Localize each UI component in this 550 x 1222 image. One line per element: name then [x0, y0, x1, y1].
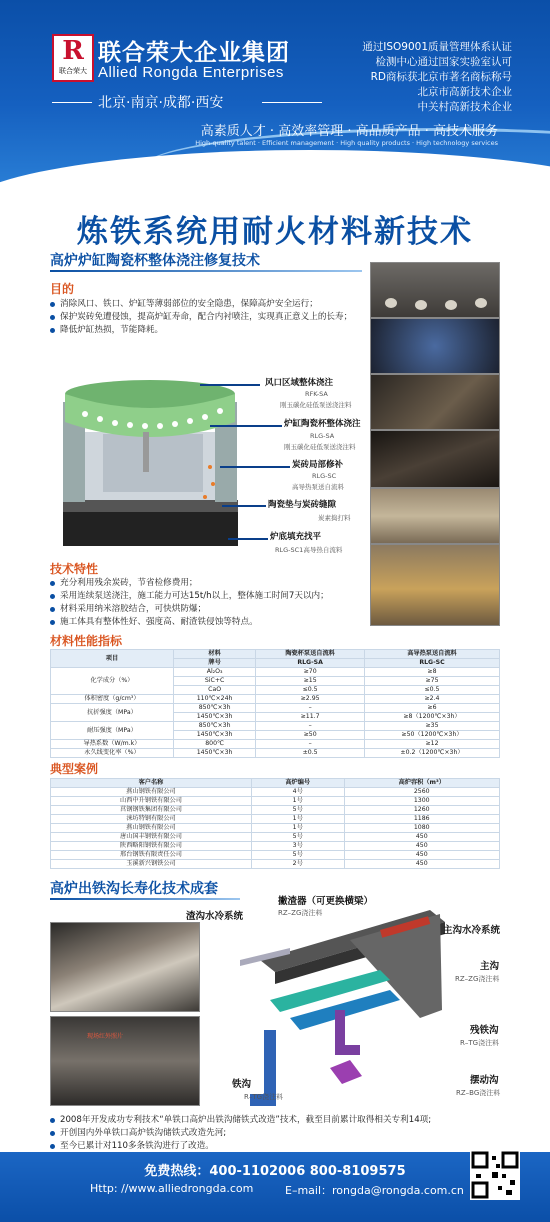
cases-heading: 典型案例 [50, 762, 99, 776]
list-item: 降低炉缸热损，节能降耗。 [50, 324, 355, 337]
table-row: 1450℃×3h ≥11.7 ≥8（1200℃×3h） [51, 713, 500, 722]
table-row: 陕西略阳钢铁有限公司 3号 450 [51, 842, 500, 851]
table-row: 牌号 RLG-SA RLG-SC [51, 659, 500, 668]
table-row: 涞坊特钢有限公司 1号 1186 [51, 815, 500, 824]
construction-photo [370, 374, 500, 430]
table-row: 导热系数（W/m.k） 800℃ – ≥12 [51, 740, 500, 749]
table-row: 体积密度（g/cm³） 110℃×24h ≥2.95 ≥2.4 [51, 695, 500, 704]
furnace-label: 炭砖局部修补 [292, 460, 344, 470]
table-row: 永久线变化率（%） 1450℃×3h ±0.5 ±0.2（1200℃×3h） [51, 749, 500, 758]
table-row: 化学成分（%） Al₂O₃ ≥70 ≥8 [51, 668, 500, 677]
section-title: 高炉炉缸陶瓷杯整体浇注修复技术 [50, 253, 260, 269]
table-row: 玉溪新兴钢铁公司 2号 450 [51, 860, 500, 869]
table-row: 客户名称 高炉编号 高炉容积（m³） [51, 779, 500, 788]
tapping-channel-illustration [230, 900, 450, 1110]
channel-label: 铁沟 [232, 1079, 252, 1090]
table-row: 莒钢钢铁集团有限公司 5号 1260 [51, 806, 500, 815]
qr-code-icon [470, 1150, 520, 1200]
company-values: 高素质人才 · 高效率管理 · 高品质产品 · 高技术服务 [200, 124, 498, 139]
features-list [50, 577, 368, 629]
table-row: SiC+C ≥15 ≥75 [51, 677, 500, 686]
website-link[interactable]: Http: //www.alliedrongda.com [90, 1182, 254, 1195]
channel-label: 主沟 [480, 961, 500, 972]
channel-label: 摆动沟 [470, 1075, 499, 1086]
list-item: 消除风口、铁口、炉缸等薄弱部位的安全隐患，保障高炉安全运行； [50, 298, 355, 311]
purpose-list [50, 298, 355, 337]
infrared-photo: 现场红外照片 [50, 1016, 200, 1106]
construction-photo [370, 488, 500, 544]
table-row: 耐压强度（MPa） 850℃×3h – ≥35 [51, 722, 500, 731]
list-item: 施工体具有整体性好、强度高、耐渣铁侵蚀等特点。 [50, 616, 368, 629]
company-name-en: Allied Rongda Enterprises [98, 64, 284, 81]
divider [262, 102, 322, 103]
table-row: 唐山国丰钢铁有限公司 5号 450 [51, 833, 500, 842]
list-item: 开创国内外单铁口高炉铁沟储铁式改造先河; [50, 1127, 510, 1140]
furnace-label: 炉缸陶瓷杯整体浇注 [284, 419, 361, 429]
hotline: 免费热线：400-1102006 800-8109575 [144, 1164, 406, 1179]
furnace-illustration [55, 372, 245, 552]
section-title: 高炉出铁沟长寿化技术成套 [50, 881, 218, 897]
table-row: 抗折强度（MPa） 850℃×3h – ≥6 [51, 704, 500, 713]
channel-label: 主沟水冷系统 [443, 925, 501, 936]
list-item: 充分利用残余炭砖，节省检修费用； [50, 577, 368, 590]
features-heading: 技术特性 [50, 562, 99, 576]
company-values-en: High-quality talent · Efficient management · High quality products · High technology services [195, 139, 498, 147]
city-list: 北京·南京·成都·西安 [98, 95, 224, 111]
site-photo [50, 922, 200, 1012]
divider [52, 102, 92, 103]
construction-photo [370, 430, 500, 488]
furnace-label: 炉底填充找平 [270, 532, 322, 542]
table-row: 燕山钢铁有限公司 4号 2560 [51, 788, 500, 797]
email-link[interactable]: E–mail：rongda@rongda.com.cn [285, 1184, 464, 1197]
table-row: 山西中升钢铁有限公司 1号 1300 [51, 797, 500, 806]
furnace-label: 风口区域整体浇注 [265, 378, 334, 388]
furnace-label: 陶瓷垫与炭砖缝隙 [268, 500, 337, 510]
cases-table [50, 778, 500, 869]
channel-label: 残铁沟 [470, 1025, 499, 1036]
list-item: 材料采用纳米溶胶结合，可快烘防爆； [50, 603, 368, 616]
table-row: 1450℃×3h ≥50 ≥50（1200℃×3h） [51, 731, 500, 740]
list-item: 采用连续泵送浇注，施工能力可达15t/h以上，整体施工时间7天以内； [50, 590, 368, 603]
table-row: 项目 材料 陶瓷杯泵送自流料 高导热泵送自流料 [51, 650, 500, 659]
list-item: 2008年开发成功专利技术“单铁口高炉出铁沟储铁式改造”技术，截至目前累计取得相关专利14项; [50, 1114, 510, 1127]
divider [50, 898, 240, 900]
page-title: 炼铁系统用耐火材料新技术 [77, 214, 473, 250]
construction-photo [370, 318, 500, 374]
certification-list: 通过ISO9001质量管理体系认证 检测中心通过国家实验室认可 RD商标获北京市著名商标称号 北京市高新技术企业 中关村高新技术企业 [362, 41, 512, 113]
purpose-heading: 目的 [50, 282, 75, 296]
table-row: CaO ≤0.5 ≤0.5 [51, 686, 500, 695]
channel-label: 渣沟水冷系统 [186, 911, 244, 922]
construction-photo [370, 544, 500, 626]
list-item: 至今已累计对110多条铁沟进行了改造。 [50, 1140, 510, 1153]
props-heading: 材料性能指标 [50, 634, 123, 648]
notes-list [50, 1114, 510, 1153]
channel-label: 撇渣器（可更换横梁） [278, 896, 374, 907]
properties-table [50, 649, 500, 758]
list-item: 保护炭砖免遭侵蚀，提高炉缸寿命，配合内衬喷注，实现真正意义上的长寿； [50, 311, 355, 324]
table-row: 燕山钢铁有限公司 1号 1080 [51, 824, 500, 833]
divider [50, 270, 362, 272]
company-logo: R 联合荣大 [52, 34, 94, 82]
construction-photo [370, 262, 500, 318]
table-row: 邢台钢铁有限责任公司 5号 450 [51, 851, 500, 860]
company-name-cn: 联合荣大企业集团 [98, 40, 290, 66]
